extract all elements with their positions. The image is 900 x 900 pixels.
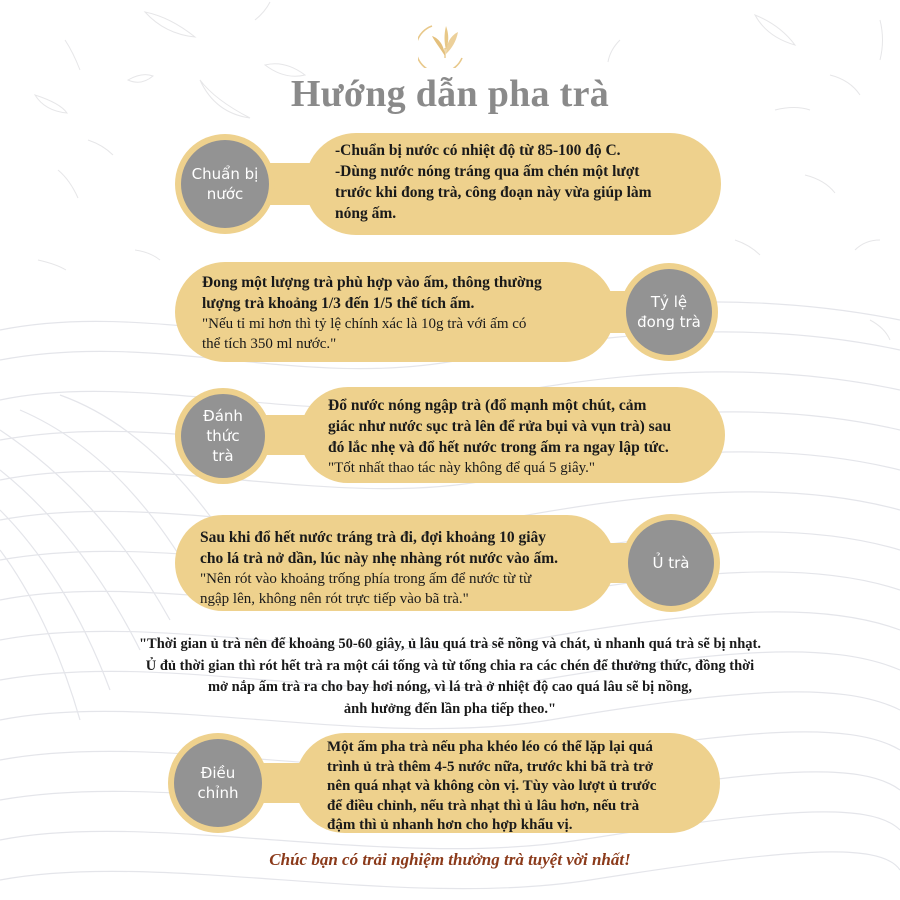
page-title: Hướng dẫn pha trà — [290, 73, 610, 115]
step-label-steep-tea: Ủ trà — [628, 520, 714, 606]
step-label-prepare-water: Chuẩn bị nước — [181, 140, 269, 228]
closing-message: Chúc bạn có trải nghiệm thưởng trà tuyệt vời nhất! — [269, 850, 631, 869]
steeping-time-note: "Thời gian ủ trà nên để khoảng 50-60 giây, ủ lâu quá trà sẽ nồng và chát, ủ nhanh quá trà sẽ bị nhạt. Ủ đủ thời gian thì rót hết trà ra một cái tống và từ tống chia ra các chén để thưởng thức, đồng thời mở nắp ấm trà ra cho bay hơi nóng, vì lá trà ở nhiệt độ cao quá lâu sẽ bị nồng, ảnh hưởng đến lần pha tiếp theo." — [138, 636, 761, 717]
step-label-adjust: Điều chỉnh — [174, 739, 262, 827]
tea-leaf-logo — [418, 12, 474, 68]
step-label-tea-ratio: Tỷ lệ đong trà — [626, 269, 712, 355]
step-label-wake-tea: Đánh thức trà — [181, 394, 265, 478]
